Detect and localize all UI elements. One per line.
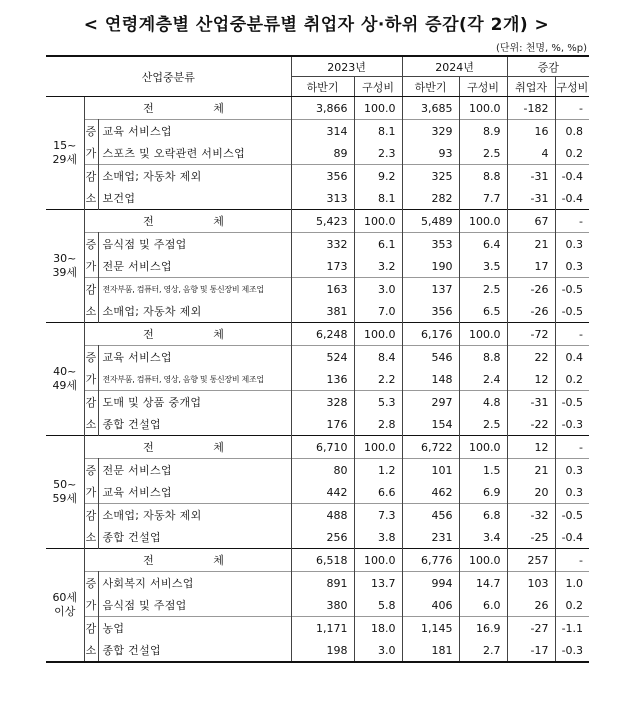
industry-row (46, 233, 589, 256)
value-2023: 314 (291, 120, 354, 143)
composition-2023: 6.6 (354, 481, 402, 504)
employment-change-table (46, 55, 589, 663)
value-2023: 256 (291, 526, 354, 549)
change-employed: -26 (507, 278, 555, 301)
composition-2023: 3.2 (354, 255, 402, 278)
value-2024: 181 (402, 639, 459, 662)
total-change-composition: - (555, 97, 589, 120)
composition-2024: 14.7 (459, 572, 507, 595)
total-label: 전 체 (84, 97, 291, 120)
value-2023: 442 (291, 481, 354, 504)
value-2024: 282 (402, 187, 459, 210)
age-group-label-line: 59세 (52, 492, 78, 505)
age-group-label-line: 30~ (53, 252, 77, 265)
change-composition: 0.8 (555, 120, 589, 143)
value-2023: 89 (291, 142, 354, 165)
change-composition: 1.0 (555, 572, 589, 595)
total-composition-2024: 100.0 (459, 97, 507, 120)
composition-2024: 6.8 (459, 504, 507, 527)
increase-marker: 증 (84, 120, 98, 143)
change-employed: -26 (507, 300, 555, 323)
total-label: 전 체 (84, 549, 291, 572)
total-composition-2023: 100.0 (354, 210, 402, 233)
composition-2023: 2.2 (354, 368, 402, 391)
total-change-composition: - (555, 549, 589, 572)
total-composition-2024: 100.0 (459, 436, 507, 459)
industry-name: 음식점 및 주점업 (98, 233, 291, 256)
industry-name: 사회복지 서비스업 (98, 572, 291, 595)
change-composition: 0.4 (555, 346, 589, 369)
change-employed: -27 (507, 617, 555, 640)
header-row-1 (46, 56, 589, 77)
value-2024: 154 (402, 413, 459, 436)
value-2023: 80 (291, 459, 354, 482)
industry-row (46, 504, 589, 527)
change-employed: 12 (507, 368, 555, 391)
change-employed: -31 (507, 187, 555, 210)
change-composition: 0.2 (565, 598, 584, 612)
change-employed: 21 (507, 459, 555, 482)
value-2023: 163 (291, 278, 354, 301)
value-2023: 1,171 (291, 617, 354, 640)
value-2023: 198 (291, 639, 354, 662)
increase-marker: 가 (84, 368, 98, 391)
industry-row (46, 639, 589, 662)
age-group-label-line: 60세 (52, 591, 78, 604)
total-label: 전 체 (84, 323, 291, 346)
composition-2024: 2.5 (459, 278, 507, 301)
decrease-marker: 소 (84, 639, 98, 662)
total-composition-2024: 100.0 (459, 210, 507, 233)
increase-marker: 증 (84, 233, 98, 256)
industry-row (46, 255, 589, 278)
total-composition-2023: 100.0 (354, 97, 402, 120)
increase-marker: 가 (84, 255, 98, 278)
total-value-2023: 3,866 (291, 97, 354, 120)
change-employed: 4 (507, 142, 555, 165)
composition-2024: 6.4 (459, 233, 507, 256)
industry-row (46, 413, 589, 436)
composition-2024: 16.9 (459, 617, 507, 640)
industry-row (46, 481, 589, 504)
composition-2024: 8.9 (459, 120, 507, 143)
total-value-2023: 5,423 (291, 210, 354, 233)
header-change: 증감 (507, 56, 589, 77)
industry-name: 전문 서비스업 (98, 459, 291, 482)
total-change-employed: 67 (507, 210, 555, 233)
total-change-composition: - (555, 436, 589, 459)
change-employed: 21 (507, 233, 555, 256)
table-title: < 연령계층별 산업중분류별 취업자 상·하위 증감(각 2개) > (83, 15, 550, 35)
composition-2023: 5.3 (354, 391, 402, 414)
composition-2024: 6.9 (459, 481, 507, 504)
industry-row (46, 594, 589, 617)
industry-row (46, 617, 589, 640)
age-group-label (46, 323, 84, 436)
change-composition: -0.4 (561, 530, 584, 544)
age-group-label-line: 15~ (53, 139, 77, 152)
decrease-marker: 소 (84, 300, 98, 323)
change-employed: -17 (507, 639, 555, 662)
industry-name: 소매업; 자동차 제외 (98, 300, 291, 323)
value-2024: 190 (402, 255, 459, 278)
change-employed: -22 (507, 413, 555, 436)
composition-2023: 13.7 (354, 572, 402, 595)
change-employed: 20 (507, 481, 555, 504)
composition-2023: 7.3 (354, 504, 402, 527)
age-group-label-line: 이상 (54, 605, 76, 618)
change-employed: -31 (507, 391, 555, 414)
composition-2023: 2.3 (354, 142, 402, 165)
industry-row (46, 391, 589, 414)
decrease-marker: 감 (84, 617, 98, 640)
composition-2023: 3.8 (354, 526, 402, 549)
value-2024: 231 (402, 526, 459, 549)
change-composition: 0.2 (565, 146, 584, 160)
increase-marker: 가 (84, 594, 98, 617)
value-2023: 891 (291, 572, 354, 595)
age-group-total-row (46, 323, 589, 346)
value-2024: 462 (402, 481, 459, 504)
industry-name: 보건업 (98, 187, 291, 210)
composition-2023: 8.1 (354, 187, 402, 210)
change-composition: -1.1 (555, 617, 589, 640)
industry-row (46, 278, 589, 301)
value-2023: 488 (291, 504, 354, 527)
industry-row (46, 165, 589, 188)
change-composition: -0.5 (555, 504, 589, 527)
age-group-label-line: 29세 (52, 153, 78, 166)
change-composition: 0.3 (565, 485, 584, 499)
industry-row (46, 572, 589, 595)
industry-row (46, 459, 589, 482)
composition-2024: 3.5 (459, 255, 507, 278)
industry-row (46, 368, 589, 391)
age-group-total-row (46, 436, 589, 459)
composition-2023: 9.2 (354, 165, 402, 188)
composition-2024: 6.5 (459, 300, 507, 323)
total-label: 전 체 (84, 210, 291, 233)
industry-row (46, 120, 589, 143)
industry-row (46, 300, 589, 323)
value-2024: 356 (402, 300, 459, 323)
composition-2024: 2.4 (459, 368, 507, 391)
composition-2023: 2.8 (354, 413, 402, 436)
value-2023: 173 (291, 255, 354, 278)
age-group-label-line: 39세 (52, 266, 78, 279)
header-category: 산업중분류 (46, 56, 291, 97)
industry-name: 농업 (98, 617, 291, 640)
age-group-label-line: 50~ (53, 478, 77, 491)
industry-name: 교육 서비스업 (98, 120, 291, 143)
change-employed: -25 (507, 526, 555, 549)
total-change-composition: - (555, 323, 589, 346)
total-value-2024: 6,776 (402, 549, 459, 572)
industry-name: 교육 서비스업 (98, 481, 291, 504)
total-value-2023: 6,518 (291, 549, 354, 572)
composition-2023: 8.1 (354, 120, 402, 143)
industry-name: 도매 및 상품 중개업 (98, 391, 291, 414)
change-composition: -0.4 (555, 165, 589, 188)
composition-2024: 4.8 (459, 391, 507, 414)
decrease-marker: 소 (84, 413, 98, 436)
age-group-label-line: 49세 (52, 379, 78, 392)
decrease-marker: 감 (84, 165, 98, 188)
composition-2024: 2.5 (459, 413, 507, 436)
industry-name: 소매업; 자동차 제외 (98, 165, 291, 188)
industry-name: 음식점 및 주점업 (98, 594, 291, 617)
change-composition: -0.4 (561, 191, 584, 205)
header-2023: 2023년 (291, 56, 402, 77)
change-employed: 16 (507, 120, 555, 143)
table-body (46, 56, 589, 662)
composition-2023: 1.2 (354, 459, 402, 482)
composition-2024: 8.8 (459, 346, 507, 369)
increase-marker: 가 (84, 142, 98, 165)
unit-note: (단위: 천명, %, %p) (495, 43, 587, 54)
header-2023-h2: 하반기 (291, 77, 354, 97)
composition-2024: 6.0 (459, 594, 507, 617)
total-change-composition: - (555, 210, 589, 233)
industry-name: 스포츠 및 오락관련 서비스업 (98, 142, 291, 165)
age-group-label-line: 40~ (53, 365, 77, 378)
value-2024: 456 (402, 504, 459, 527)
decrease-marker: 감 (84, 278, 98, 301)
value-2023: 381 (291, 300, 354, 323)
composition-2024: 3.4 (459, 526, 507, 549)
header-2024-h2: 하반기 (402, 77, 459, 97)
composition-2024: 2.7 (459, 639, 507, 662)
total-composition-2023: 100.0 (354, 549, 402, 572)
industry-name: 종합 건설업 (98, 526, 291, 549)
change-composition: -0.5 (555, 391, 589, 414)
value-2024: 329 (402, 120, 459, 143)
industry-name: 소매업; 자동차 제외 (98, 504, 291, 527)
total-composition-2024: 100.0 (459, 549, 507, 572)
age-group-total-row (46, 210, 589, 233)
header-2023-composition: 구성비 (354, 77, 402, 97)
industry-name: 종합 건설업 (98, 413, 291, 436)
total-value-2024: 3,685 (402, 97, 459, 120)
value-2024: 994 (402, 572, 459, 595)
value-2024: 297 (402, 391, 459, 414)
value-2024: 325 (402, 165, 459, 188)
composition-2023: 18.0 (354, 617, 402, 640)
total-value-2024: 6,722 (402, 436, 459, 459)
total-composition-2024: 100.0 (459, 323, 507, 346)
value-2024: 406 (402, 594, 459, 617)
total-label: 전 체 (84, 436, 291, 459)
composition-2023: 7.0 (354, 300, 402, 323)
value-2024: 1,145 (402, 617, 459, 640)
change-employed: -32 (507, 504, 555, 527)
value-2023: 313 (291, 187, 354, 210)
change-employed: 103 (507, 572, 555, 595)
composition-2024: 7.7 (459, 187, 507, 210)
composition-2023: 8.4 (354, 346, 402, 369)
increase-marker: 증 (84, 346, 98, 369)
change-employed: 26 (507, 594, 555, 617)
composition-2023: 5.8 (354, 594, 402, 617)
industry-row (46, 526, 589, 549)
change-composition: -0.5 (561, 304, 584, 318)
change-employed: 17 (507, 255, 555, 278)
composition-2024: 2.5 (459, 142, 507, 165)
value-2023: 524 (291, 346, 354, 369)
industry-row (46, 346, 589, 369)
total-composition-2023: 100.0 (354, 323, 402, 346)
industry-name: 전문 서비스업 (98, 255, 291, 278)
total-change-employed: 12 (507, 436, 555, 459)
value-2023: 380 (291, 594, 354, 617)
header-2024: 2024년 (402, 56, 507, 77)
total-change-employed: -182 (507, 97, 555, 120)
decrease-marker: 소 (84, 526, 98, 549)
change-composition: -0.3 (561, 417, 584, 431)
composition-2023: 3.0 (354, 278, 402, 301)
total-composition-2023: 100.0 (354, 436, 402, 459)
decrease-marker: 소 (84, 187, 98, 210)
value-2024: 101 (402, 459, 459, 482)
industry-row (46, 142, 589, 165)
decrease-marker: 감 (84, 504, 98, 527)
value-2024: 148 (402, 368, 459, 391)
increase-marker: 가 (84, 481, 98, 504)
total-value-2024: 5,489 (402, 210, 459, 233)
value-2023: 356 (291, 165, 354, 188)
change-composition: 0.2 (565, 372, 584, 386)
increase-marker: 증 (84, 572, 98, 595)
value-2024: 137 (402, 278, 459, 301)
composition-2023: 6.1 (354, 233, 402, 256)
age-group-label (46, 436, 84, 549)
total-value-2023: 6,248 (291, 323, 354, 346)
value-2024: 546 (402, 346, 459, 369)
header-change-composition: 구성비 (555, 77, 589, 97)
total-change-employed: -72 (507, 323, 555, 346)
industry-name: 전자부품, 컴퓨터, 영상, 음향 및 통신장비 제조업 (98, 368, 291, 391)
value-2023: 332 (291, 233, 354, 256)
total-value-2023: 6,710 (291, 436, 354, 459)
industry-name: 종합 건설업 (98, 639, 291, 662)
value-2023: 176 (291, 413, 354, 436)
age-group-label (46, 97, 84, 210)
value-2023: 136 (291, 368, 354, 391)
age-group-total-row (46, 97, 589, 120)
change-employed: -31 (507, 165, 555, 188)
change-composition: -0.5 (555, 278, 589, 301)
value-2023: 328 (291, 391, 354, 414)
decrease-marker: 감 (84, 391, 98, 414)
industry-row (46, 187, 589, 210)
change-employed: 22 (507, 346, 555, 369)
increase-marker: 증 (84, 459, 98, 482)
total-change-employed: 257 (507, 549, 555, 572)
change-composition: 0.3 (555, 459, 589, 482)
change-composition: 0.3 (565, 259, 584, 273)
header-2024-composition: 구성비 (459, 77, 507, 97)
composition-2024: 1.5 (459, 459, 507, 482)
total-value-2024: 6,176 (402, 323, 459, 346)
composition-2023: 3.0 (354, 639, 402, 662)
value-2024: 353 (402, 233, 459, 256)
header-change-employed: 취업자 (507, 77, 555, 97)
change-composition: -0.3 (555, 639, 589, 662)
change-composition: 0.3 (555, 233, 589, 256)
age-group-label (46, 210, 84, 323)
value-2024: 93 (402, 142, 459, 165)
age-group-total-row (46, 549, 589, 572)
industry-name: 교육 서비스업 (98, 346, 291, 369)
industry-name: 전자부품, 컴퓨터, 영상, 음향 및 통신장비 제조업 (98, 278, 291, 301)
age-group-label (46, 549, 84, 663)
composition-2024: 8.8 (459, 165, 507, 188)
